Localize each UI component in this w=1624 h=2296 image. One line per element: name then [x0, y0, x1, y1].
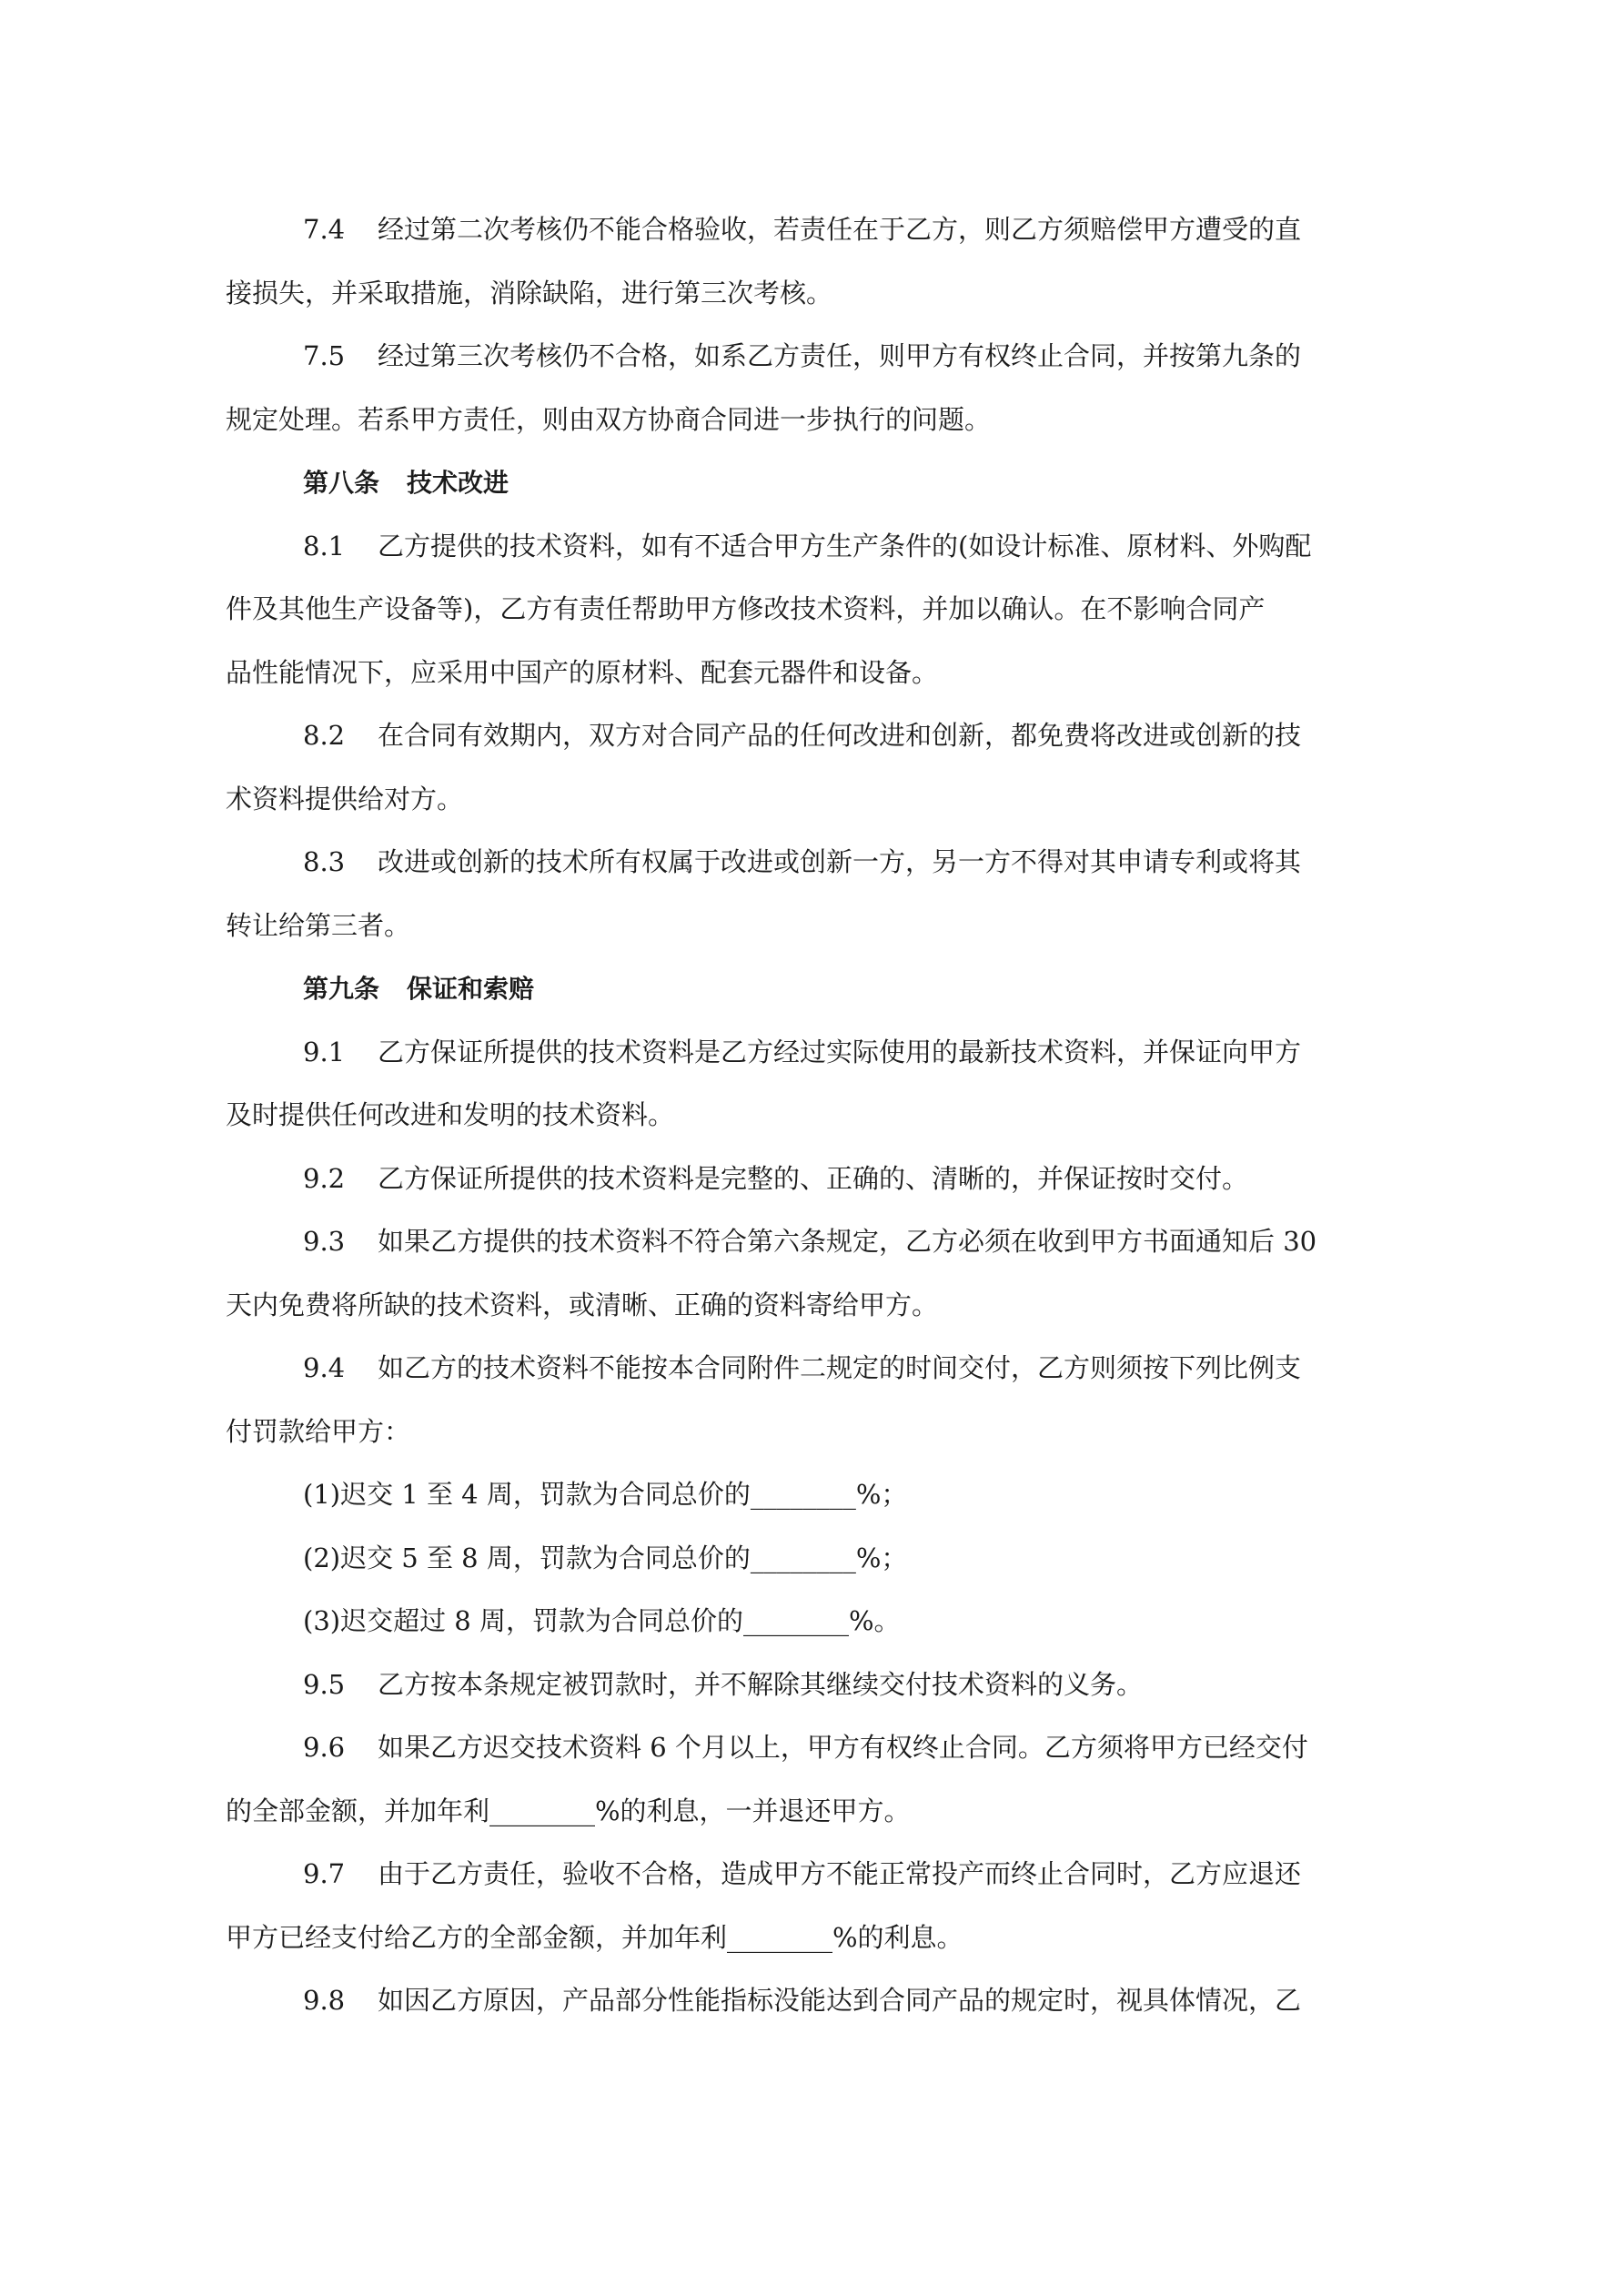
clause-text: 品性能情况下，应采用中国产的原材料、配套元器件和设备。	[226, 656, 939, 688]
clause-text: 规定处理。若系甲方责任，则由双方协商合同进一步执行的问题。	[226, 403, 992, 435]
clause-paragraph	[303, 1148, 1386, 1211]
clause-text: 乙方提供的技术资料，如有不适合甲方生产条件的(如设计标准、原材料、外购配	[378, 530, 1312, 561]
clause-text: 乙方按本条规定被罚款时，并不解除其继续交付技术资料的义务。	[378, 1668, 1144, 1700]
clause-first-line	[303, 198, 1386, 262]
clause-paragraph	[226, 1337, 1386, 1463]
clause-first-line	[303, 1021, 1386, 1085]
article-title: 技术改进	[407, 468, 509, 498]
clause-continuation-line	[226, 642, 1386, 705]
clause-continuation-line	[226, 1274, 1386, 1338]
clause-continuation-line	[226, 389, 1386, 452]
clause-paragraph	[226, 515, 1386, 705]
clause-paragraph	[303, 1969, 1386, 2033]
clause-number: 9.7	[303, 1858, 346, 1889]
clause-first-line	[303, 1843, 1386, 1907]
clause-number: 8.3	[303, 846, 346, 877]
article-number: 第八条	[303, 468, 380, 498]
clause-paragraph	[303, 1654, 1386, 1717]
clause-text: 接损失，并采取措施，消除缺陷，进行第三次考核。	[226, 277, 833, 308]
clause-text: 的全部金额，并加年利________%的利息，一并退还甲方。	[226, 1795, 911, 1826]
clause-number: 9.6	[303, 1732, 346, 1763]
clause-first-line	[303, 515, 1386, 579]
clause-number: 9.1	[303, 1036, 346, 1067]
clause-continuation-line	[226, 578, 1386, 642]
article-heading	[303, 451, 1386, 515]
clause-number: 9.5	[303, 1668, 346, 1700]
clause-text: 如果乙方提供的技术资料不符合第六条规定，乙方必须在收到甲方书面通知后 30	[378, 1226, 1317, 1257]
document-body	[226, 198, 1386, 2033]
clause-text: 付罚款给甲方：	[226, 1415, 411, 1447]
clause-number: 7.5	[303, 340, 346, 371]
list-item-text: (1)迟交 1 至 4 周，罚款为合同总价的________%；	[303, 1479, 908, 1510]
clause-paragraph	[226, 1021, 1386, 1148]
clause-number: 9.3	[303, 1226, 346, 1257]
list-item-line	[303, 1527, 1386, 1591]
clause-number: 7.4	[303, 214, 346, 245]
clause-number: 8.2	[303, 720, 346, 751]
clause-text: 术资料提供给对方。	[226, 783, 464, 814]
clause-first-line	[303, 1969, 1386, 2033]
penalty-list-item	[303, 1590, 1386, 1654]
clause-paragraph	[226, 1210, 1386, 1337]
clause-continuation-line	[226, 895, 1386, 958]
clause-text: 经过第三次考核仍不合格，如系乙方责任，则甲方有权终止合同，并按第九条的	[378, 340, 1302, 371]
clause-number: 9.8	[303, 1985, 346, 2016]
list-item-text: (2)迟交 5 至 8 周，罚款为合同总价的________%；	[303, 1542, 908, 1573]
clause-text: 天内免费将所缺的技术资料，或清晰、正确的资料寄给甲方。	[226, 1289, 939, 1320]
clause-paragraph	[226, 831, 1386, 957]
clause-first-line	[303, 1716, 1386, 1780]
clause-first-line	[303, 1210, 1386, 1274]
article-heading-line	[303, 957, 1386, 1021]
clause-paragraph	[226, 704, 1386, 831]
penalty-list-item	[303, 1527, 1386, 1591]
clause-text: 转让给第三者。	[226, 909, 411, 941]
clause-paragraph	[226, 325, 1386, 451]
article-heading	[303, 957, 1386, 1021]
clause-text: 在合同有效期内，双方对合同产品的任何改进和创新，都免费将改进或创新的技	[378, 720, 1302, 751]
clause-continuation-line	[226, 1907, 1386, 1970]
clause-continuation-line	[226, 1401, 1386, 1464]
clause-text: 及时提供任何改进和发明的技术资料。	[226, 1099, 675, 1130]
clause-number: 9.2	[303, 1162, 346, 1194]
clause-text: 乙方保证所提供的技术资料是完整的、正确的、清晰的，并保证按时交付。	[378, 1162, 1249, 1194]
clause-text: 由于乙方责任，验收不合格，造成甲方不能正常投产而终止合同时，乙方应退还	[378, 1858, 1302, 1889]
clause-text: 乙方保证所提供的技术资料是乙方经过实际使用的最新技术资料，并保证向甲方	[378, 1036, 1302, 1067]
clause-continuation-line	[226, 1780, 1386, 1844]
clause-text: 改进或创新的技术所有权属于改进或创新一方，另一方不得对其申请专利或将其	[378, 846, 1302, 877]
clause-paragraph	[226, 198, 1386, 325]
clause-first-line	[303, 325, 1386, 389]
clause-continuation-line	[226, 1084, 1386, 1148]
clause-first-line	[303, 1337, 1386, 1401]
article-number: 第九条	[303, 974, 380, 1004]
clause-text: 件及其他生产设备等)，乙方有责任帮助甲方修改技术资料，并加以确认。在不影响合同产	[226, 593, 1266, 624]
clause-text: 如因乙方原因，产品部分性能指标没能达到合同产品的规定时，视具体情况，乙	[378, 1985, 1302, 2016]
clause-first-line	[303, 1148, 1386, 1211]
clause-continuation-line	[226, 768, 1386, 832]
list-item-line	[303, 1590, 1386, 1654]
clause-first-line	[303, 1654, 1386, 1717]
article-title: 保证和索赔	[407, 974, 535, 1004]
clause-number: 9.4	[303, 1352, 346, 1383]
clause-text: 经过第二次考核仍不能合格验收，若责任在于乙方，则乙方须赔偿甲方遭受的直	[378, 214, 1302, 245]
clause-text: 甲方已经支付给乙方的全部金额，并加年利________%的利息。	[226, 1921, 963, 1953]
article-heading-line	[303, 451, 1386, 515]
clause-paragraph	[226, 1716, 1386, 1843]
clause-paragraph	[226, 1843, 1386, 1969]
list-item-line	[303, 1463, 1386, 1527]
penalty-list-item	[303, 1463, 1386, 1527]
clause-continuation-line	[226, 262, 1386, 326]
clause-number: 8.1	[303, 530, 346, 561]
list-item-text: (3)迟交超过 8 周，罚款为合同总价的________%。	[303, 1605, 901, 1636]
clause-text: 如果乙方迟交技术资料 6 个月以上，甲方有权终止合同。乙方须将甲方已经交付	[378, 1732, 1308, 1763]
clause-text: 如乙方的技术资料不能按本合同附件二规定的时间交付，乙方则须按下列比例支	[378, 1352, 1302, 1383]
clause-first-line	[303, 831, 1386, 895]
clause-first-line	[303, 704, 1386, 768]
